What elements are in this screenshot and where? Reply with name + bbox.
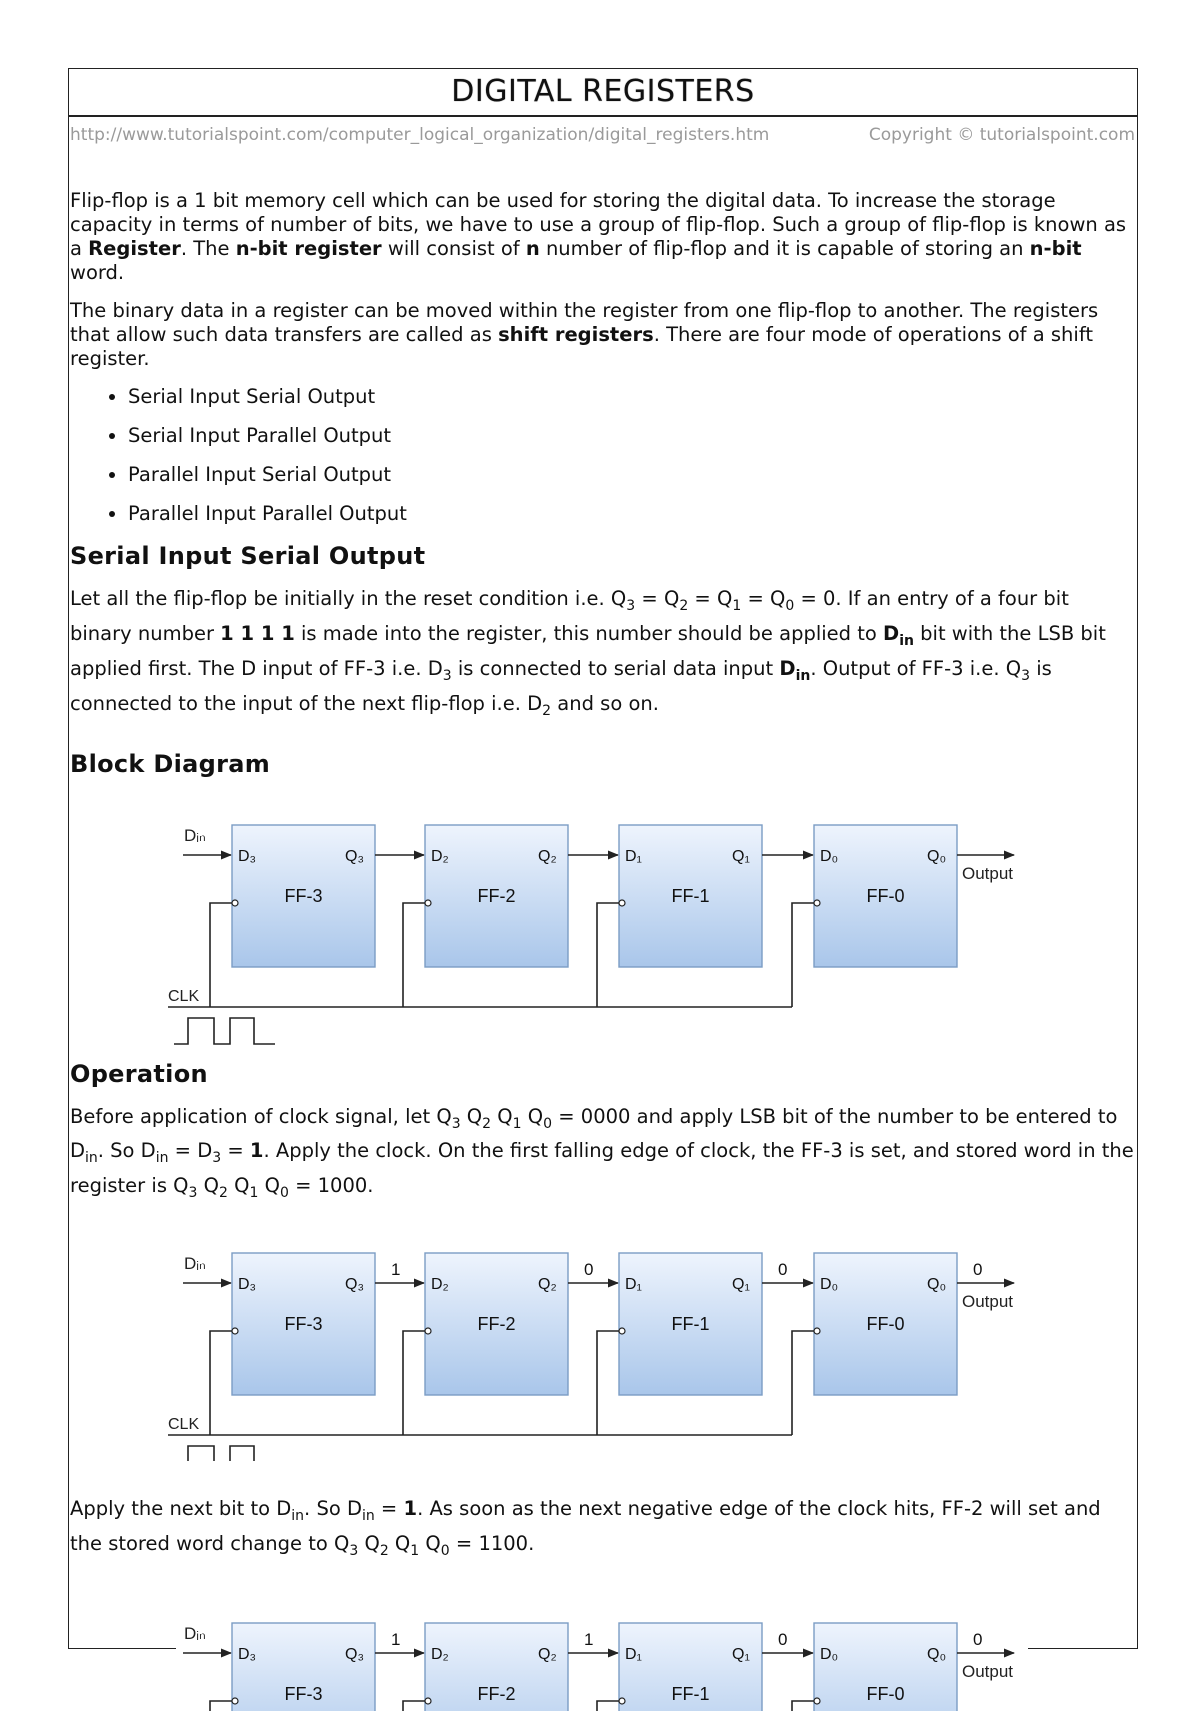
clock-inversion-bubble xyxy=(425,1698,431,1704)
d-input-label: D₀ xyxy=(820,1646,839,1664)
q-output-label: Q₂ xyxy=(538,1276,557,1294)
din-label: Dᵢₙ xyxy=(184,1624,206,1644)
operation-diagram-2 xyxy=(70,1591,1135,1711)
d-input-label: D₂ xyxy=(431,1646,449,1664)
din-label: Dᵢₙ xyxy=(184,1254,206,1274)
clock-inversion-bubble xyxy=(619,900,625,906)
clock-wire xyxy=(403,1331,425,1435)
list-item: • Parallel Input Parallel Output xyxy=(128,502,1135,526)
operation-heading: Operation xyxy=(70,1059,208,1088)
siso-paragraph: Let all the flip-flop be initially in the reset condition i.e. $Q_3 = Q_2 = Q_1 = Q_0 = 0$. If an entry of a four bit binary number 1 1 1 1 is made into the register, this number should be applied to $D_{in}$ bit with the LSB bit applied first. The D input of FF-3 i.e. $D_3$ is connected to serial data input $D_{in}$. Output of FF-3 i.e. $Q_3$ is connected to the input of the next flip-flop i.e. $D_2$ and so on. xyxy=(70,587,1106,719)
siso-heading: Serial Input Serial Output xyxy=(70,542,426,570)
clock-inversion-bubble xyxy=(425,1328,431,1334)
q-output-label: Q₃ xyxy=(345,847,364,865)
flip-flop-label: FF-2 xyxy=(477,1314,516,1335)
clock-wire xyxy=(403,1701,425,1711)
bit-value-label: 0 xyxy=(584,1260,594,1280)
flip-flop-label: FF-1 xyxy=(671,1684,710,1705)
intro-paragraph-1: Flip-flop is a 1 bit memory cell which can be used for storing the digital data. To increase the storage capacity in terms of number of bits, we have to use a group of flip-flop. Such a group of flip-flop is known as a Register. The n-bit register will consist of n number of flip-flop and it is capable of storing an n-bit word. xyxy=(70,189,1127,284)
flip-flop-label: FF-0 xyxy=(866,885,905,906)
clock-inversion-bubble xyxy=(814,1328,820,1334)
q-output-label: Q₀ xyxy=(927,1276,947,1294)
page-title: DIGITAL REGISTERS xyxy=(451,74,755,109)
flip-flop-label: FF-1 xyxy=(671,885,710,906)
d-input-label: D₀ xyxy=(820,1276,839,1294)
clock-wire xyxy=(210,1701,232,1711)
d-input-label: D₁ xyxy=(625,1276,642,1294)
bit-value-label: 0 xyxy=(778,1260,788,1280)
bit-value-label: 0 xyxy=(973,1630,983,1650)
article-content xyxy=(70,189,1135,1711)
q-output-label: Q₁ xyxy=(732,1646,750,1664)
bit-value-label: 1 xyxy=(584,1630,594,1650)
d-input-label: D₃ xyxy=(238,847,257,865)
block-diagram xyxy=(70,793,1135,1051)
flip-flop-label: FF-2 xyxy=(477,1684,516,1705)
clock-waveform xyxy=(174,1018,275,1044)
source-url[interactable]: http://www.tutorialspoint.com/computer_logical_organization/digital_registers.htm xyxy=(70,125,770,145)
output-label: Output xyxy=(962,863,1014,883)
q-output-label: Q₀ xyxy=(927,1646,947,1664)
clock-inversion-bubble xyxy=(425,900,431,906)
flip-flop-label: FF-0 xyxy=(866,1314,905,1335)
flip-flop-label: FF-3 xyxy=(284,1684,323,1705)
flip-flop-label: FF-0 xyxy=(866,1684,905,1705)
list-item: • Parallel Input Serial Output xyxy=(128,463,1135,487)
bit-value-label: 1 xyxy=(391,1260,401,1280)
d-input-label: D₀ xyxy=(820,847,839,865)
clock-inversion-bubble xyxy=(232,900,238,906)
clock-inversion-bubble xyxy=(232,1698,238,1704)
q-output-label: Q₃ xyxy=(345,1646,364,1664)
clock-wire xyxy=(210,1331,232,1435)
clock-wire xyxy=(210,903,232,1007)
clock-inversion-bubble xyxy=(619,1698,625,1704)
bit-value-label: 1 xyxy=(391,1630,401,1650)
clock-wire xyxy=(792,1331,814,1435)
clk-label: CLK xyxy=(168,987,200,1005)
list-item: • Serial Input Serial Output xyxy=(128,385,1135,409)
output-label: Output xyxy=(962,1662,1014,1682)
flip-flop-label: FF-3 xyxy=(284,885,323,906)
bottom-rule xyxy=(68,1648,176,1649)
clock-inversion-bubble xyxy=(814,1698,820,1704)
flip-flop-label: FF-3 xyxy=(284,1314,323,1335)
bit-value-label: 0 xyxy=(778,1630,788,1650)
flip-flop-label: FF-2 xyxy=(477,885,516,906)
output-label: Output xyxy=(962,1292,1014,1312)
intro-paragraph-2: The binary data in a register can be moved within the register from one flip-flop to another. The registers that allow such data transfers are called as shift registers. There are four mode of operations of a shift register. xyxy=(70,299,1099,370)
q-output-label: Q₁ xyxy=(732,847,750,865)
operation-paragraph-2: Apply the next bit to $D_{in}$. So $D_{in} = 1$. As soon as the next negative edge of the clock hits, FF-2 will set and the stored word change to $Q_3$ $Q_2$ $Q_1$ $Q_0 = 1100$. xyxy=(70,1497,1101,1560)
q-output-label: Q₂ xyxy=(538,1646,557,1664)
din-label: Dᵢₙ xyxy=(184,825,206,845)
q-output-label: Q₁ xyxy=(732,1276,750,1294)
bottom-rule xyxy=(1028,1648,1137,1649)
operation-diagram-1 xyxy=(70,1221,1135,1461)
bit-value-label: 0 xyxy=(973,1260,983,1280)
list-item: • Serial Input Parallel Output xyxy=(128,424,1135,448)
block-diagram-heading: Block Diagram xyxy=(70,749,271,778)
d-input-label: D₃ xyxy=(238,1276,257,1294)
q-output-label: Q₃ xyxy=(345,1276,364,1294)
shift-register-modes-list xyxy=(70,385,1135,526)
clock-wire xyxy=(597,1331,619,1435)
clock-wire xyxy=(792,1701,814,1711)
d-input-label: D₂ xyxy=(431,847,449,865)
q-output-label: Q₂ xyxy=(538,847,557,865)
flip-flop-label: FF-1 xyxy=(671,1314,710,1335)
clock-inversion-bubble xyxy=(619,1328,625,1334)
clock-wire xyxy=(597,1701,619,1711)
d-input-label: D₃ xyxy=(238,1646,257,1664)
d-input-label: D₁ xyxy=(625,847,642,865)
clock-wire xyxy=(403,903,425,1007)
page-frame xyxy=(68,68,1138,1705)
clock-waveform xyxy=(174,1446,275,1461)
clk-label: CLK xyxy=(168,1416,200,1434)
copyright-notice: Copyright © tutorialspoint.com xyxy=(868,125,1135,145)
clock-wire xyxy=(597,903,619,1007)
clock-inversion-bubble xyxy=(232,1328,238,1334)
title-divider xyxy=(69,115,1137,117)
clock-wire xyxy=(792,903,814,1007)
operation-paragraph-1: Before application of clock signal, let $Q_3$ $Q_2$ $Q_1$ $Q_0 = 0000$ and apply LSB bit of the number to be entered to $D_{in}$. So $D_{in} = D_3 = 1$. Apply the clock. On the first falling edge of clock, the FF-3 is set, and stored word in the register is $Q_3$ $Q_2$ $Q_1$ $Q_0 = 1000$. xyxy=(70,1104,1134,1202)
q-output-label: Q₀ xyxy=(927,847,947,865)
d-input-label: D₁ xyxy=(625,1646,642,1664)
clock-inversion-bubble xyxy=(814,900,820,906)
d-input-label: D₂ xyxy=(431,1276,449,1294)
